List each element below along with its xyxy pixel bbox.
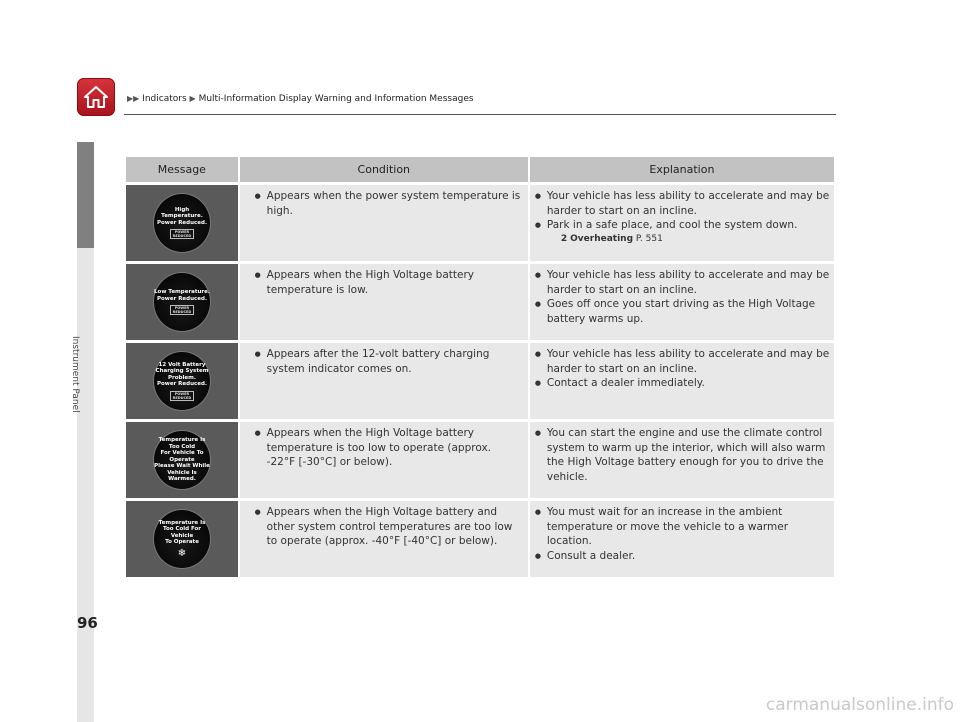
breadcrumb-arrow-icon: ▶ (189, 94, 196, 103)
list-item: ● Your vehicle has less ability to accelerate and may be harder to start on an incline. (534, 189, 830, 218)
list-item: ● Park in a safe place, and cool the system down. (534, 218, 830, 233)
explanation-cell (530, 422, 834, 498)
condition-cell (240, 343, 528, 419)
explanation-cell (530, 185, 834, 261)
header-message: Message (126, 157, 238, 182)
table-header (126, 157, 834, 182)
explanation-cell (530, 501, 834, 577)
display-screen-image (153, 509, 211, 569)
section-side-bar (77, 248, 94, 722)
display-message-text: Temperature Is Too Cold For Vehicle To Operate (158, 519, 206, 545)
power-reduced-badge: POWER REDUCED (170, 305, 195, 315)
section-tab-marker (77, 142, 94, 248)
list-item: ● Contact a dealer immediately. (534, 376, 830, 391)
display-message-text: Low Temperature. Power Reduced. (154, 289, 210, 302)
explanation-cell (530, 343, 834, 419)
list-item: ● Appears after the 12-volt battery charging system indicator comes on. (254, 347, 522, 376)
table-row (126, 422, 834, 498)
list-item: ● Consult a dealer. (534, 549, 830, 564)
breadcrumb-item-indicators[interactable]: Indicators (142, 94, 187, 104)
message-image-cell (126, 264, 238, 340)
condition-cell (240, 185, 528, 261)
snowflake-icon: ❄ (177, 547, 187, 559)
condition-cell (240, 501, 528, 577)
display-screen-image (153, 351, 211, 411)
display-screen-image (153, 272, 211, 332)
header-explanation: Explanation (530, 157, 834, 182)
list-item: ● Appears when the power system temperature is high. (254, 189, 522, 218)
breadcrumb (127, 94, 474, 104)
list-item: ● Your vehicle has less ability to accelerate and may be harder to start on an incline. (534, 268, 830, 297)
list-item: ● Appears when the High Voltage battery temperature is too low to operate (approx. -22°F [-30°C] or below). (254, 426, 522, 470)
list-item: ● You can start the engine and use the climate control system to warm up the interior, which will also warm the High Voltage battery enough for you to drive the vehicle. (534, 426, 830, 484)
table-row (126, 264, 834, 340)
list-item: ● Appears when the High Voltage battery temperature is low. (254, 268, 522, 297)
breadcrumb-arrow-icon: ▶▶ (127, 94, 140, 103)
display-screen-image (153, 430, 211, 490)
message-image-cell (126, 422, 238, 498)
display-message-text: 12 Volt Battery Charging System Problem. Power Reduced. (155, 361, 209, 387)
watermark: carmanualsonline.info (765, 695, 954, 715)
message-image-cell (126, 185, 238, 261)
message-image-cell (126, 501, 238, 577)
power-reduced-badge: POWER REDUCED (170, 391, 195, 401)
message-table (126, 157, 834, 577)
message-image-cell (126, 343, 238, 419)
list-item: ● Your vehicle has less ability to accelerate and may be harder to start on an incline. (534, 347, 830, 376)
section-label: Instrument Panel (70, 336, 80, 413)
home-button[interactable] (77, 78, 115, 116)
home-icon (83, 84, 109, 110)
reference-arrow-icon: 2 (560, 233, 568, 244)
header-condition: Condition (240, 157, 528, 182)
table-row (126, 501, 834, 577)
xref-title: Overheating (570, 233, 634, 244)
condition-cell (240, 422, 528, 498)
display-message-text: Temperature Is Too Cold For Vehicle To Operate Please Wait While Vehicle Is Warmed. (154, 437, 210, 483)
display-message-text: High Temperature. Power Reduced. (156, 206, 208, 226)
list-item: ● Appears when the High Voltage battery and other system control temperatures are too low to operate (approx. -40°F [-40°C] or below). (254, 505, 522, 549)
condition-cell (240, 264, 528, 340)
list-item: ● You must wait for an increase in the ambient temperature or move the vehicle to a warmer location. (534, 505, 830, 549)
explanation-cell (530, 264, 834, 340)
page-number: 96 (77, 614, 98, 632)
table-row (126, 185, 834, 261)
header-divider (124, 114, 836, 115)
xref-page: P. 551 (635, 233, 663, 244)
table-row (126, 343, 834, 419)
list-item: ● Goes off once you start driving as the High Voltage battery warms up. (534, 297, 830, 326)
breadcrumb-item-messages[interactable]: Multi-Information Display Warning and Information Messages (198, 94, 474, 104)
cross-reference-link[interactable] (534, 233, 830, 246)
power-reduced-badge: POWER REDUCED (170, 229, 195, 239)
display-screen-image (153, 193, 211, 253)
